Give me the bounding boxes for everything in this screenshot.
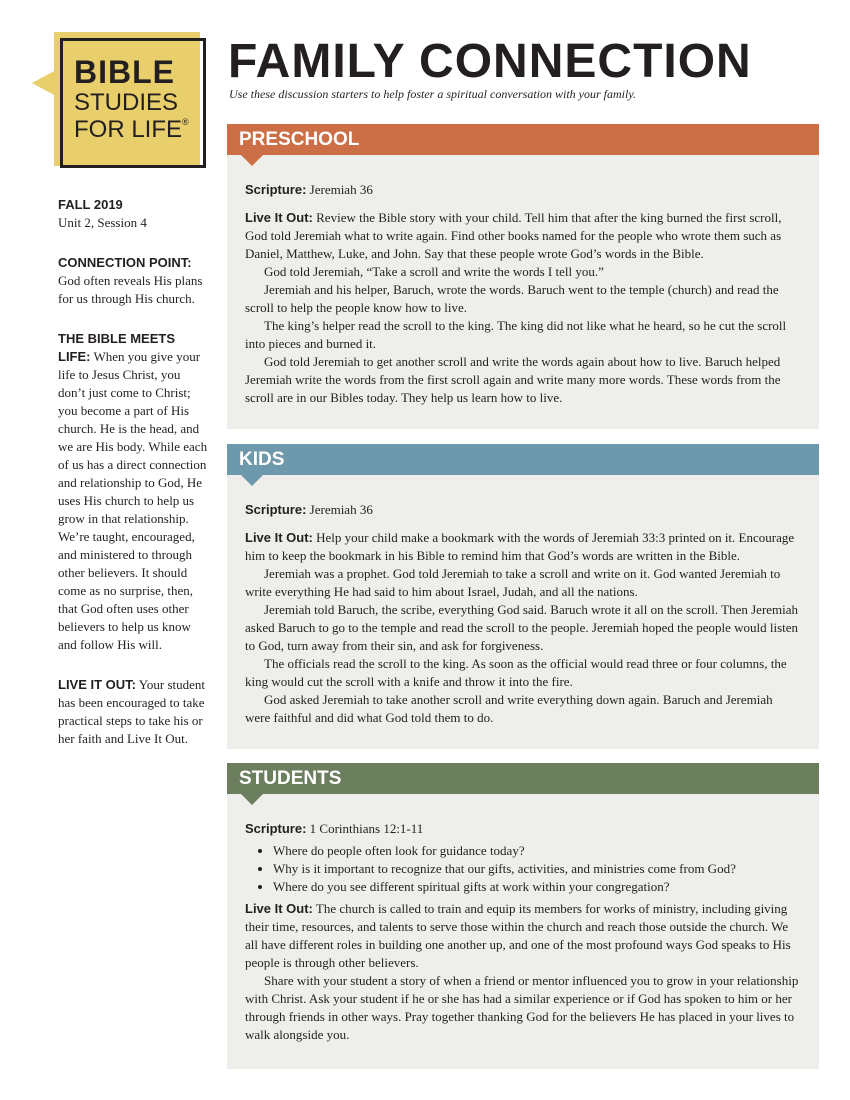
- kids-section: [227, 444, 819, 749]
- bible-meets-life-heading: THE BIBLE MEETS LIFE:: [58, 331, 176, 364]
- students-body: [227, 794, 819, 1052]
- live-it-out-label: Live It Out:: [245, 210, 313, 225]
- preschool-live-it-out: [245, 209, 801, 263]
- students-paragraph: Share with your student a story of when a friend or mentor influenced you to grow in your relationship with Christ. Ask your student if he or she has had a similar experience or if God has spoken to him or her through friends in other ways. Pray together thanking God for the believers He has placed in your lives to walk alongside you.: [245, 973, 799, 1042]
- scripture-label: Scripture:: [245, 821, 307, 836]
- preschool-live-text: Review the Bible story with your child. Tell him that after the king burned the first scroll, God told Jeremiah what to write again. Find other books named for the people who wrote them such as Daniel, Matthew, Luke, and John. Say that these people wrote God’s words in the Bible.: [245, 210, 782, 261]
- students-scripture: [245, 820, 801, 838]
- list-item: • Why is it important to recognize that our gifts, activities, and ministries come from God?: [273, 860, 801, 878]
- connection-point-text: God often reveals His plans for us through His church.: [58, 273, 203, 306]
- session-info: [58, 196, 208, 232]
- logo-line-1: BIBLE: [74, 54, 175, 90]
- kids-scripture-ref: Jeremiah 36: [309, 502, 373, 517]
- logo-text: [74, 56, 189, 142]
- page-title: FAMILY CONNECTION: [228, 35, 752, 88]
- logo-registered-mark: ®: [182, 117, 189, 127]
- bible-meets-life: [58, 330, 208, 654]
- students-banner-notch: [241, 794, 263, 805]
- scripture-label: Scripture:: [245, 182, 307, 197]
- preschool-scripture: [245, 181, 801, 199]
- bible-studies-logo: [32, 30, 212, 170]
- preschool-banner-notch: [241, 155, 263, 166]
- kids-banner-notch: [241, 475, 263, 486]
- bible-meets-life-text: When you give your life to Jesus Christ, you don’t just come to Christ; you become a part of His church. He is the head, and we are His body. While each of us has a direct connection and relationship to God, He uses His church to help us grow in that relationship. We’re taught, encouraged, and ministered to through other believers. It should come as no surprise, then, that God often uses other believers to help us know and follow His will.: [58, 349, 208, 652]
- preschool-scripture-ref: Jeremiah 36: [309, 182, 373, 197]
- kids-scripture: [245, 501, 801, 519]
- sidebar-live-it-out-text: Your student has been encouraged to take practical steps to take his or her faith and Live It Out.: [58, 677, 205, 746]
- live-it-out-label: Live It Out:: [245, 901, 313, 916]
- preschool-paragraph: The king’s helper read the scroll to the king. The king did not like what he heard, so he cut the scroll into pieces and burned it.: [245, 318, 787, 351]
- scripture-label: Scripture:: [245, 502, 307, 517]
- preschool-paragraph: Jeremiah and his helper, Baruch, wrote the words. Baruch went to the temple (church) and read the scroll to help the people know how to live.: [245, 282, 779, 315]
- live-it-out-label: Live It Out:: [245, 530, 313, 545]
- unit-session: Unit 2, Session 4: [58, 215, 147, 230]
- logo-speech-tab: [32, 70, 56, 96]
- sidebar-live-it-out: [58, 676, 208, 748]
- list-item: • Where do people often look for guidance today?: [273, 842, 801, 860]
- logo-line-2: STUDIES: [74, 89, 179, 116]
- list-item: • Where do you see different spiritual gifts at work within your congregation?: [273, 878, 801, 896]
- students-section: [227, 763, 819, 1069]
- preschool-body: [227, 155, 819, 415]
- sidebar-live-it-out-heading: LIVE IT OUT:: [58, 677, 136, 692]
- sidebar: [58, 196, 208, 770]
- preschool-section: [227, 124, 819, 429]
- kids-paragraph: Jeremiah told Baruch, the scribe, everything God said. Baruch wrote it all on the scroll. Then Jeremiah asked Baruch to go to the temple and read the scroll to the people. Jeremiah hoped the people would listen to God, turn away from their sin, and ask for forgiveness.: [245, 602, 799, 653]
- kids-banner: KIDS: [227, 444, 819, 475]
- students-live-it-out: [245, 900, 801, 972]
- logo-line-3-text: FOR LIFE: [74, 116, 183, 143]
- preschool-paragraph: God told Jeremiah to get another scroll and write the words again about how to live. Baruch helped Jeremiah write the words from the first scroll again and write many more words. These words from the scroll are in our Bibles today. They help us learn how to live.: [245, 354, 781, 405]
- kids-body: [227, 475, 819, 735]
- connection-point-heading: CONNECTION POINT:: [58, 255, 192, 270]
- preschool-paragraph: God told Jeremiah, “Take a scroll and write the words I tell you.”: [264, 264, 604, 279]
- season-label: FALL 2019: [58, 197, 123, 212]
- kids-paragraph: The officials read the scroll to the king. As soon as the official would read three or four columns, the king would cut the scroll with a knife and throw it into the fire.: [245, 656, 787, 689]
- logo-line-3: [74, 118, 189, 142]
- kids-live-it-out: [245, 529, 801, 565]
- discussion-questions: [245, 842, 801, 896]
- students-scripture-ref: 1 Corinthians 12:1-11: [309, 821, 424, 836]
- kids-live-text: Help your child make a bookmark with the words of Jeremiah 33:3 printed on it. Encourage him to keep the bookmark in his Bible to remind him that God’s words are written in the Bible.: [245, 530, 795, 563]
- kids-paragraph: God asked Jeremiah to take another scroll and write everything down again. Baruch and Jeremiah were faithful and did what God told them to do.: [245, 692, 773, 725]
- page-subtitle: Use these discussion starters to help foster a spiritual conversation with your family.: [229, 87, 636, 101]
- connection-point: [58, 254, 208, 308]
- kids-paragraph: Jeremiah was a prophet. God told Jeremiah to take a scroll and write on it. God wanted Jeremiah to write everything He had said to him about Israel, Judah, and all the nations.: [245, 566, 781, 599]
- students-live-text: The church is called to train and equip its members for works of ministry, including giving their time, resources, and talents to serve those within the church and reach those outside the church. We all have different roles in building one another up, and one of the most profound ways God speaks to His people is through other believers.: [245, 901, 791, 970]
- preschool-banner: PRESCHOOL: [227, 124, 819, 155]
- students-banner: STUDENTS: [227, 763, 819, 794]
